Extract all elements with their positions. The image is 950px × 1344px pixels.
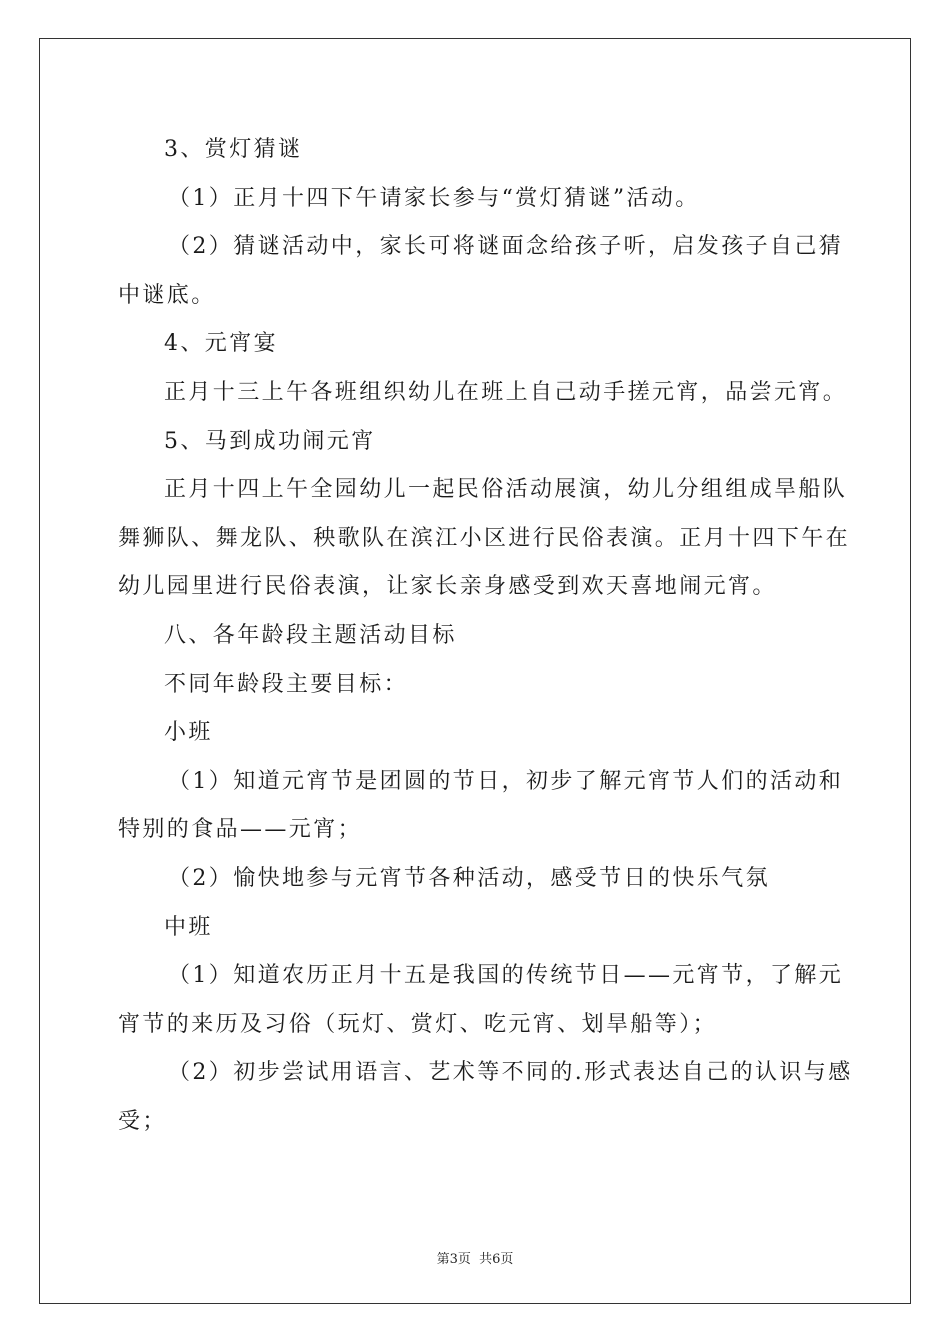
- paragraph-line: 特别的食品——元宵；: [118, 817, 363, 843]
- page-total: 共6页: [479, 1252, 514, 1267]
- section-heading: 4、元宵宴: [164, 331, 278, 357]
- paragraph-line: 正月十三上午各班组织幼儿在班上自己动手搓元宵，品尝元宵。: [164, 379, 848, 405]
- paragraph-line: 正月十四上午全园幼儿一起民俗活动展演，幼儿分组组成旱船队: [164, 477, 848, 503]
- paragraph-line: （1）知道农历正月十五是我国的传统节日——元宵节，了解元: [168, 963, 844, 989]
- document-body: [118, 126, 853, 1146]
- page-number: 第3页: [436, 1252, 471, 1267]
- paragraph-line: 中谜底。: [118, 282, 216, 308]
- paragraph-line: 幼儿园里进行民俗表演，让家长亲身感受到欢天喜地闹元宵。: [118, 574, 777, 600]
- page-footer: [0, 1248, 950, 1267]
- paragraph-line: （1）正月十四下午请家长参与“赏灯猜谜”活动。: [168, 185, 700, 211]
- paragraph-line: 受；: [118, 1108, 167, 1134]
- paragraph-line: 宵节的来历及习俗（玩灯、赏灯、吃元宵、划旱船等）；: [118, 1011, 718, 1037]
- section-heading: 3、赏灯猜谜: [164, 137, 303, 162]
- paragraph-line: （1）知道元宵节是团圆的节日，初步了解元宵节人们的活动和: [168, 768, 844, 794]
- subsection-heading: 小班: [164, 720, 213, 746]
- subsection-heading: 中班: [164, 914, 213, 940]
- paragraph-line: 不同年龄段主要目标：: [164, 671, 409, 697]
- paragraph-line: （2）愉快地参与元宵节各种活动，感受节日的快乐气氛: [168, 865, 770, 891]
- section-heading: 八、各年龄段主题活动目标: [164, 622, 457, 648]
- paragraph-line: （2）猜谜活动中，家长可将谜面念给孩子听，启发孩子自己猜: [168, 234, 844, 260]
- section-heading: 5、马到成功闹元宵: [164, 428, 376, 454]
- paragraph-line: 舞狮队、舞龙队、秧歌队在滨江小区进行民俗表演。正月十四下午在: [118, 525, 851, 551]
- paragraph-line: （2）初步尝试用语言、艺术等不同的.形式表达自己的认识与感: [168, 1060, 853, 1086]
